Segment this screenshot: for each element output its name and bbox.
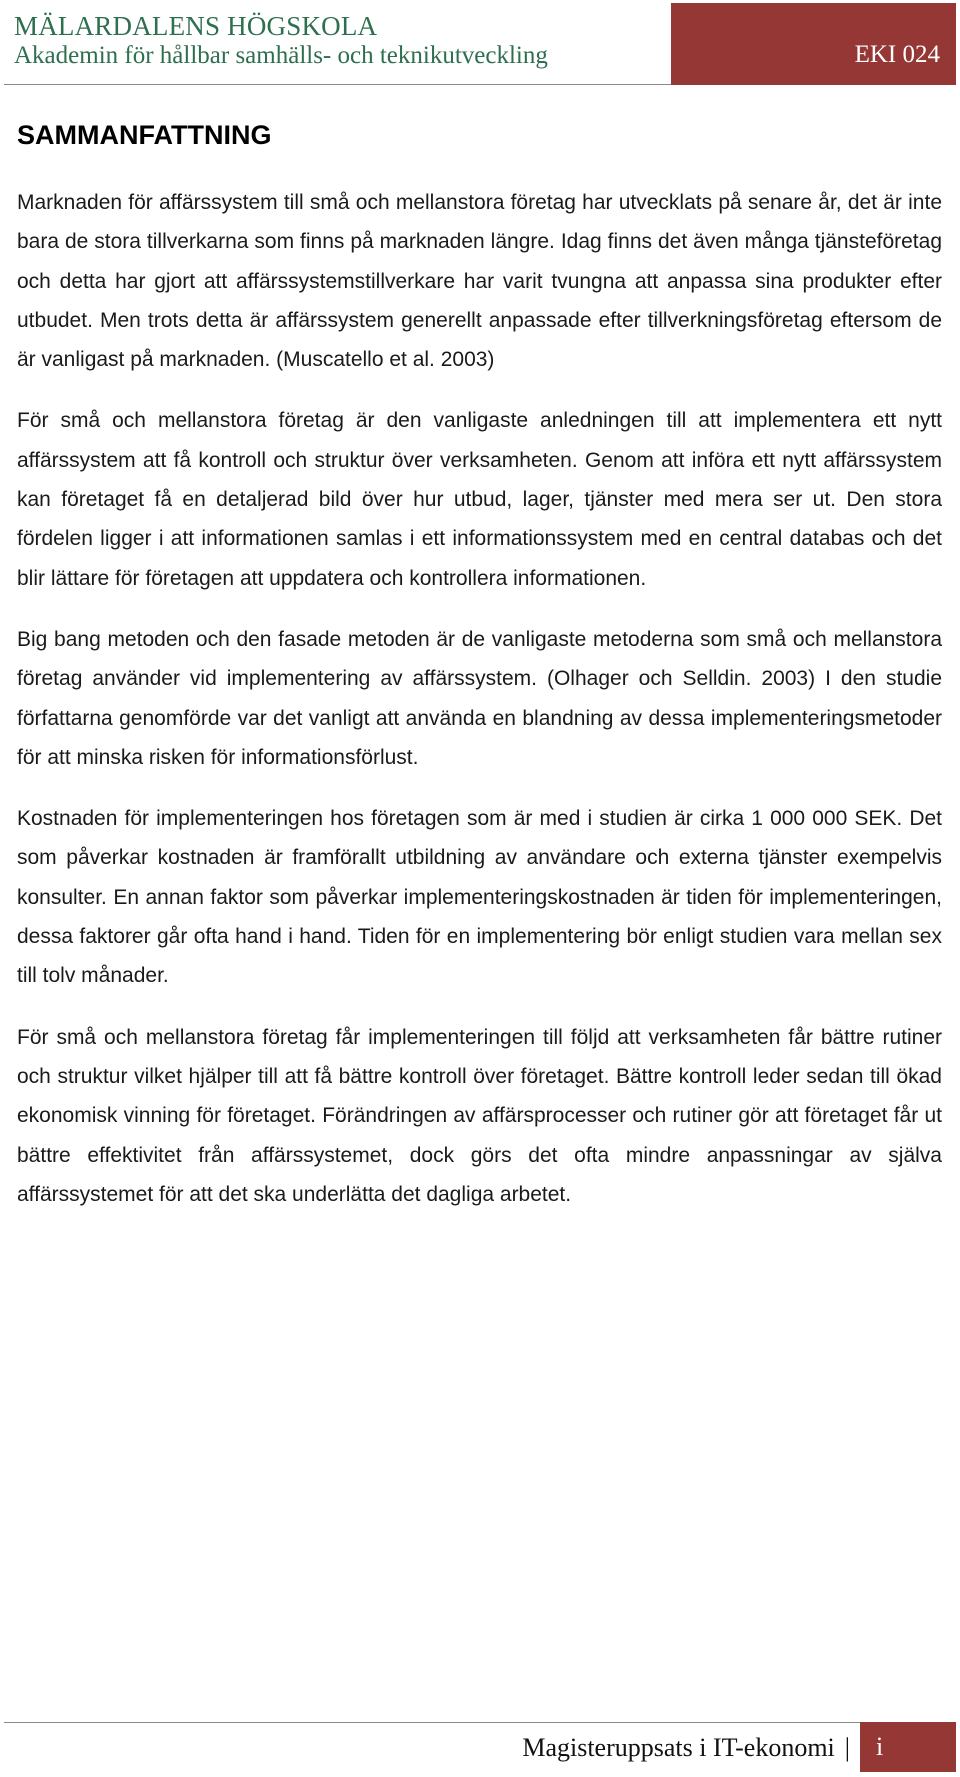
paragraph-2: För små och mellanstora företag är den vanligaste anledningen till att implementera ett nytt affärssystem att få kontroll och struktur över verksamheten. Genom att införa ett nytt affärssystem kan företaget få en detaljerad bild över hur utbud, lager, tjänster med mera ser ut. Den stora fördelen ligger i att informationen samlas i ett informationssystem med en central databas och det blir lättare för företagen att uppdatera och kontrollera informationen.	[17, 409, 942, 590]
course-code-box	[671, 3, 956, 85]
page-header	[4, 3, 956, 85]
page-number: i	[876, 1732, 884, 1761]
page-footer	[4, 1722, 956, 1772]
section-title: SAMMANFATTNING	[17, 120, 272, 150]
paragraph-3: Big bang metoden och den fasade metoden är de vanligaste metoderna som små och mellanstora företag använder vid implementering av affärssystem. (Olhager och Selldin. 2003) I den studie författarna genomförde var det vanligt att använda en blandning av dessa implementeringsmetoder för att minska risken för informationsförlust.	[17, 627, 942, 769]
header-titles	[4, 3, 671, 85]
academy-name: Akademin för hållbar samhälls- och teknikutveckling	[14, 42, 548, 69]
paragraph-1: Marknaden för affärssystem till små och mellanstora företag har utvecklats på senare år, det är inte bara de stora tillverkarna som finns på marknaden längre. Idag finns det även många tjänsteföretag och detta har gjort att affärssystemstillverkare har varit tvungna att anpassa sina produkter efter utbudet. Men trots detta är affärssystem generellt anpassade efter tillverkningsföretag eftersom de är vanligast på marknaden. (Muscatello et al. 2003)	[17, 191, 942, 372]
institution-name: MÄLARDALENS HÖGSKOLA	[14, 11, 378, 41]
paragraph-4: Kostnaden för implementeringen hos företagen som är med i studien är cirka 1 000 000 SEK. Det som påverkar kostnaden är framförallt utbildning av användare och externa tjänster exempelvis konsulter. En annan faktor som påverkar implementeringskostnaden är tiden för implementeringen, dessa faktorer går ofta hand i hand. Tiden för en implementering bör enligt studien vara mellan sex till tolv månader.	[17, 807, 942, 988]
page-number-box	[860, 1722, 956, 1772]
footer-label-area	[4, 1722, 860, 1772]
course-code: EKI 024	[854, 41, 940, 68]
footer-separator: |	[844, 1732, 850, 1762]
paragraph-5: För små och mellanstora företag får implementeringen till följd att verksamheten får bättre rutiner och struktur vilket hjälper till att få bättre kontroll över företaget. Bättre kontroll leder sedan till ökad ekonomisk vinning för företaget. Förändringen av affärsprocesser och rutiner gör att företaget får ut bättre effektivitet från affärssystemet, dock görs det ofta mindre anpassningar av själva affärssystemet för att det ska underlätta det dagliga arbetet.	[17, 1025, 942, 1206]
thesis-label: Magisteruppsats i IT-ekonomi	[522, 1732, 835, 1762]
document-body	[17, 112, 942, 1236]
